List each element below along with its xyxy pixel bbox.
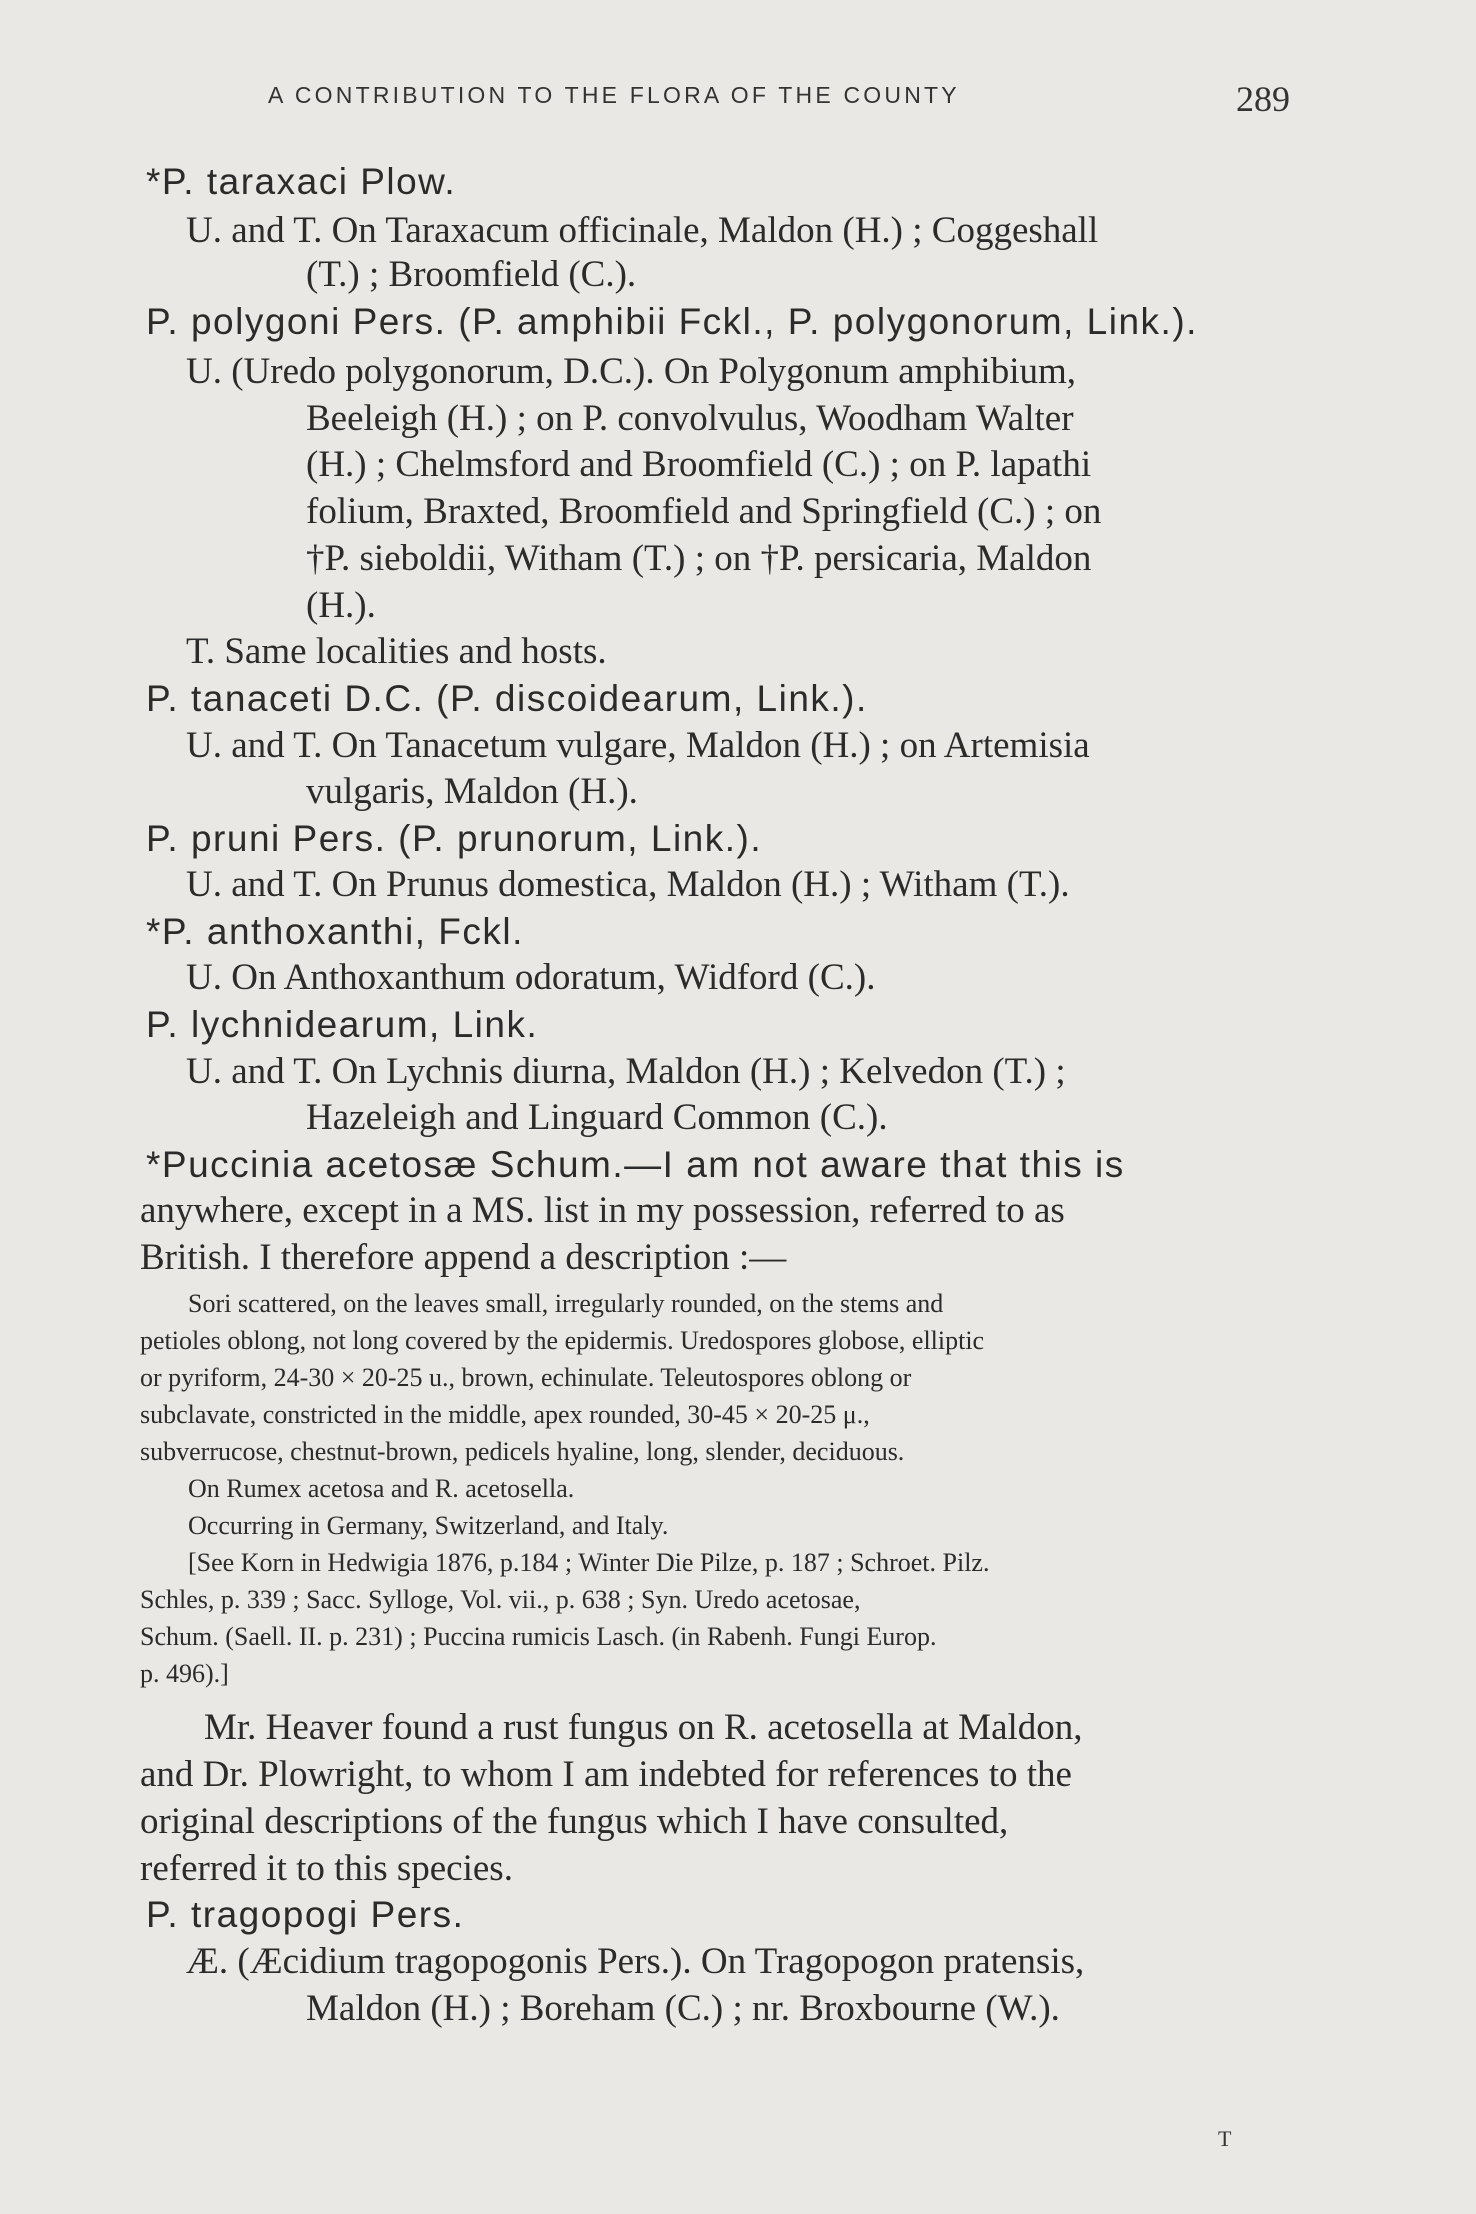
text-line: Mr. Heaver found a rust fungus on R. acetosella at Maldon, xyxy=(204,1707,1083,1748)
reference-line: Schum. (Saell. II. p. 231) ; Puccina rumicis Lasch. (in Rabenh. Fungi Europ. xyxy=(140,1622,937,1651)
text-line: vulgaris, Maldon (H.). xyxy=(306,771,638,812)
entry-heading: *Puccinia acetosæ Schum.—I am not aware that this is xyxy=(146,1144,1125,1185)
running-title: A CONTRIBUTION TO THE FLORA OF THE COUNTY xyxy=(268,82,960,108)
reference-line: [See Korn in Hedwigia 1876, p.184 ; Winter Die Pilze, p. 187 ; Schroet. Pilz. xyxy=(188,1548,990,1577)
text-line: (H.) ; Chelmsford and Broomfield (C.) ; on P. lapathi xyxy=(306,444,1092,485)
text-line: (T.) ; Broomfield (C.). xyxy=(306,254,637,295)
text-line: and Dr. Plowright, to whom I am indebted for references to the xyxy=(140,1754,1072,1795)
text-line: U. On Anthoxanthum odoratum, Widford (C.). xyxy=(186,957,876,998)
description-line: Occurring in Germany, Switzerland, and Italy. xyxy=(188,1511,669,1540)
text-line: anywhere, except in a MS. list in my possession, referred to as xyxy=(140,1190,1065,1231)
entry-heading: *P. anthoxanthi, Fckl. xyxy=(146,911,524,952)
text-line: Æ. (Æcidium tragopogonis Pers.). On Tragopogon pratensis, xyxy=(186,1941,1085,1982)
description-line: subclavate, constricted in the middle, apex rounded, 30-45 × 20-25 μ., xyxy=(140,1400,870,1429)
signature-mark: T xyxy=(1218,2126,1232,2151)
description-line: or pyriform, 24-30 × 20-25 u., brown, echinulate. Teleutospores oblong or xyxy=(140,1363,912,1392)
page-header xyxy=(0,78,1476,118)
text-line: (H.). xyxy=(306,585,376,626)
page-number: 289 xyxy=(1236,79,1290,119)
description-line: On Rumex acetosa and R. acetosella. xyxy=(188,1474,575,1503)
text-line: U. and T. On Prunus domestica, Maldon (H.) ; Witham (T.). xyxy=(186,864,1070,905)
text-line: U. and T. On Tanacetum vulgare, Maldon (H.) ; on Artemisia xyxy=(186,725,1090,766)
text-line: U. (Uredo polygonorum, D.C.). On Polygonum amphibium, xyxy=(186,351,1077,392)
text-line: original descriptions of the fungus which I have consulted, xyxy=(140,1801,1009,1842)
description-line: Sori scattered, on the leaves small, irregularly rounded, on the stems and xyxy=(188,1289,944,1318)
reference-line: Schles, p. 339 ; Sacc. Sylloge, Vol. vii., p. 638 ; Syn. Uredo acetosae, xyxy=(140,1585,861,1614)
reference-line: p. 496).] xyxy=(140,1659,229,1688)
text-line: Beeleigh (H.) ; on P. convolvulus, Woodham Walter xyxy=(306,398,1074,439)
text-line: referred it to this species. xyxy=(140,1848,513,1889)
entry-heading: P. pruni Pers. (P. prunorum, Link.). xyxy=(146,818,763,859)
text-line: British. I therefore append a description :— xyxy=(140,1237,787,1278)
entry-heading: P. tanaceti D.C. (P. discoidearum, Link.). xyxy=(146,678,868,719)
text-line: Hazeleigh and Linguard Common (C.). xyxy=(306,1097,888,1138)
entry-heading: *P. taraxaci Plow. xyxy=(146,161,457,202)
text-line: †P. sieboldii, Witham (T.) ; on †P. persicaria, Maldon xyxy=(306,538,1092,579)
text-line: U. and T. On Lychnis diurna, Maldon (H.) ; Kelvedon (T.) ; xyxy=(186,1051,1066,1092)
text-line: folium, Braxted, Broomfield and Springfield (C.) ; on xyxy=(306,491,1102,532)
text-line: T. Same localities and hosts. xyxy=(186,631,607,672)
entry-heading: P. tragopogi Pers. xyxy=(146,1894,465,1935)
description-line: subverrucose, chestnut-brown, pedicels hyaline, long, slender, deciduous. xyxy=(140,1437,905,1466)
description-line: petioles oblong, not long covered by the epidermis. Uredospores globose, elliptic xyxy=(140,1326,985,1355)
entry-heading: P. polygoni Pers. (P. amphibii Fckl., P. polygonorum, Link.). xyxy=(146,301,1198,342)
text-line: U. and T. On Taraxacum officinale, Maldon (H.) ; Coggeshall xyxy=(186,210,1099,251)
text-line: Maldon (H.) ; Boreham (C.) ; nr. Broxbourne (W.). xyxy=(306,1988,1060,2029)
entry-heading: P. lychnidearum, Link. xyxy=(146,1004,539,1045)
